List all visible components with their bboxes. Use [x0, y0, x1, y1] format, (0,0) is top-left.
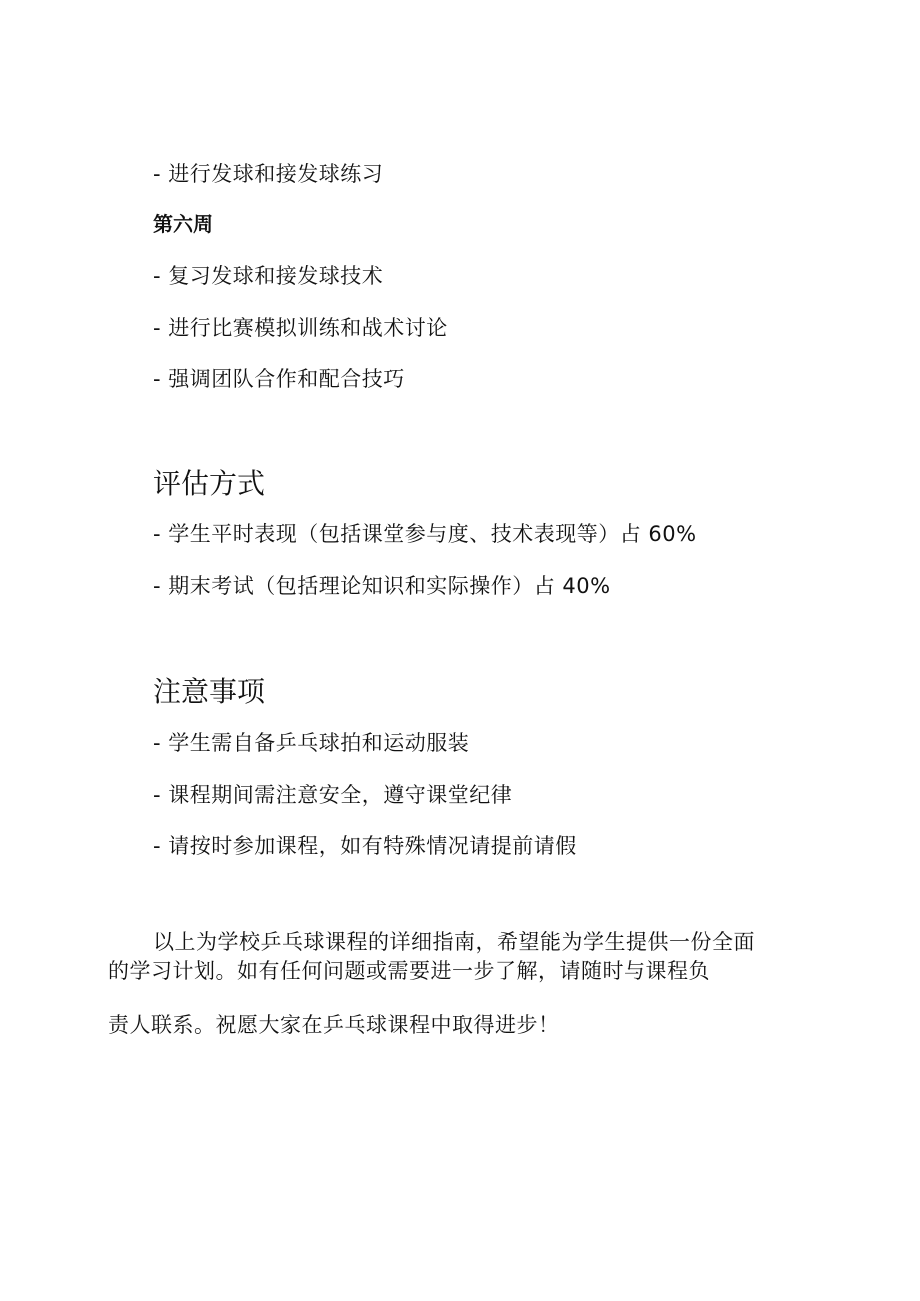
- list-item: - 学生需自备乒乓球拍和运动服装: [153, 731, 470, 755]
- week-six-heading: 第六周: [153, 212, 213, 236]
- conclusion-line: 的学习计划。如有任何问题或需要进一步了解，请随时与课程负: [108, 959, 710, 983]
- list-item: - 复习发球和接发球技术: [153, 264, 384, 288]
- list-item: - 请按时参加课程，如有特殊情况请提前请假: [153, 834, 577, 858]
- conclusion-line: 责人联系。祝愿大家在乒乓球课程中取得进步！: [108, 1013, 560, 1037]
- list-item: - 期末考试（包括理论知识和实际操作）占 40%: [153, 574, 611, 598]
- list-item: - 强调团队合作和配合技巧: [153, 367, 405, 391]
- notes-heading: 注意事项: [153, 675, 266, 708]
- evaluation-heading: 评估方式: [153, 467, 266, 500]
- conclusion-line: 以上为学校乒乓球课程的详细指南，希望能为学生提供一份全面: [153, 930, 755, 954]
- list-item: - 进行比赛模拟训练和战术讨论: [153, 316, 448, 340]
- list-item: - 进行发球和接发球练习: [153, 162, 384, 186]
- list-item: - 学生平时表现（包括课堂参与度、技术表现等）占 60%: [153, 522, 697, 546]
- list-item: - 课程期间需注意安全，遵守课堂纪律: [153, 783, 513, 807]
